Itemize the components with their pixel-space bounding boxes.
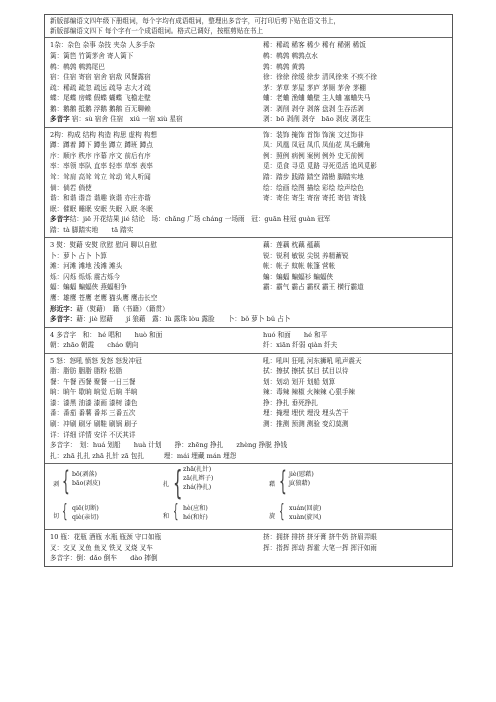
word-entry-right: 剥：剥削 剥夺 剥落 盘剥 生吞活剥	[263, 104, 364, 113]
word-row	[50, 161, 447, 172]
word-entry-right: 埋：掩埋 埋伏 埋没 埋头苦干	[263, 409, 349, 418]
row-text: 藉：jiè 慰藉 jí 狼藉 露：lù 露珠 lòu 露脸 卜：bǒ 萝卜 bǔ 占卜	[76, 315, 291, 324]
polyphone-left	[50, 114, 263, 125]
word-entry-left: 10 瓶：花瓶 酒瓶 水瓶 瓶颈 守口如瓶	[50, 533, 162, 542]
reading-item: zhā(扎针)	[183, 466, 212, 474]
word-row	[50, 387, 447, 398]
reading-item: jiè(慰藉)	[289, 471, 314, 479]
row-label: 多音字：	[50, 315, 77, 324]
polyphone-row	[50, 314, 447, 325]
word-entry-right: 绘：绘画 绘图 描绘 彩绘 绘声绘色	[263, 183, 364, 192]
word-entry-left: 4 多音字 和： hé 唱和 huò 和面	[50, 330, 163, 339]
word-entry-left: 卜：萝卜 占卜 卜算	[50, 251, 107, 260]
polyphone-row	[50, 214, 447, 225]
word-entry-right: 例：照例 病例 案例 例外 史无前例	[263, 151, 364, 160]
reading-item: hé(和好)	[183, 514, 208, 522]
worksheet	[44, 14, 453, 567]
word-row	[50, 377, 447, 388]
word-entry-left: 详：详细 详情 安详 不厌其详	[50, 430, 136, 439]
word-entry-left: 烁：闪烁 烁烁 震古烁今	[50, 272, 121, 281]
row-text: 结：jiē 开花结果 jié 结论 场：chǎng 广场 cháng 一场雨 冠：guān 桂冠 guàn 冠军	[69, 215, 331, 224]
word-entry-left: 疏：稀疏 疏忽 疏远 疏导 志大才疏	[50, 83, 151, 92]
word-entry-right: 饰：装饰 掩饰 首饰 饰演 文过饰非	[263, 130, 364, 139]
word-row	[50, 340, 447, 351]
word-entry-left: 滩：河滩 滩地 浅滩 滩头	[50, 262, 123, 271]
word-entry-right: 觅：觅食 寻觅 觅路 寻死觅活 追风觅影	[263, 162, 377, 171]
word-entry-left: 刷：冲刷 刷牙 刷鞋 刷锅 刷子	[50, 420, 138, 428]
word-row	[50, 261, 447, 272]
word-entry-left: 蝠：蝙蝠 蝙蝠侠 燕蝠相争	[50, 283, 127, 292]
word-entry-right: 鹌：鹌鹑 鹌鹑点水	[263, 51, 318, 60]
word-row	[50, 532, 447, 543]
word-row	[50, 83, 447, 94]
word-row	[50, 398, 447, 409]
word-entry-left: 眠：催眠 睡眠 安眠 失眠 入眠 冬眠	[50, 204, 153, 213]
polyphone-group-3	[289, 470, 314, 488]
reading-item: zhá(挣扎)	[183, 484, 212, 492]
word-row	[50, 356, 447, 367]
polyphone-row-2: 扎：zhā 扎扎 zhā 扎针 zā 包扎 埋：mái 埋藏 mán 埋怨	[50, 451, 237, 460]
word-row	[50, 72, 447, 83]
word-entry-left: 5 怒：怒吼 愤怒 发怒 怒发冲冠	[50, 356, 142, 365]
word-entry-left: 餐：午餐 西餐 聚餐 一日三餐	[50, 377, 136, 386]
word-entry-right: 测：推测 预测 测验 变幻莫测	[263, 420, 349, 428]
word-entry-right: 挣：挣扎 垂死挣扎	[263, 398, 318, 407]
word-entry-left: 序：顺序 秩序 序幕 序文 前后有序	[50, 151, 151, 160]
lesson-6-polyphone-diagram	[45, 463, 452, 529]
brace-icon: {	[173, 500, 179, 523]
char-zha: 扎	[163, 481, 170, 489]
reading-item: hè(应和)	[183, 505, 208, 513]
lesson-2	[45, 127, 452, 237]
reading-item: bāo(剥皮)	[72, 480, 101, 488]
word-entry-right: 吼：吼叫 狂吼 河东狮吼 吼声震天	[263, 356, 362, 365]
word-row	[50, 93, 447, 104]
polyphone-group-5	[183, 504, 208, 522]
word-row	[50, 62, 447, 73]
word-row	[50, 543, 447, 554]
polyphone-group-2	[183, 465, 213, 492]
polyphone-right: 剥：bō 剥削 剥夺 bāo 剥皮 剥花生	[263, 115, 371, 124]
word-row	[50, 330, 447, 341]
word-entry-right: 寄：寄住 寄生 寄宿 寄托 寄信 寄钱	[263, 194, 366, 203]
brace-icon: {	[173, 463, 183, 503]
word-entry-left: 鹅：鹅鹅 抵鹅 浮鹅 鹅鹅 百无聊赖	[50, 104, 151, 113]
word-row	[50, 40, 447, 51]
polyphone-row: 多音字：倒：dǎo 倒车 dào 摔倒	[50, 554, 158, 563]
polyphone-row-2: 踏：tà 脚踏实地 tā 踏实	[50, 225, 134, 234]
word-entry-right: 茅：茅草 茅屋 茅庐 茅厕 茅舍 茅棚	[263, 83, 366, 92]
header	[45, 15, 452, 37]
similar-chars-row	[50, 304, 447, 315]
word-entry-right: 辣：毒辣 辣椒 火辣辣 心狠手辣	[263, 388, 356, 397]
brace-icon: {	[279, 500, 285, 523]
word-row	[50, 140, 447, 151]
word-row	[50, 240, 447, 251]
header-line-2: 新版部编语文四下 每个字有一个成语组词。格式已调好，按框剪贴在书上	[50, 27, 264, 36]
word-row	[50, 366, 447, 377]
word-row	[50, 251, 447, 262]
char-xuan: 旋	[269, 513, 276, 521]
word-entry-right: 凤：风凰 凤冠 凤爪 凤仙花 凤毛麟角	[263, 141, 371, 150]
polyphone-label: 多音字	[50, 115, 70, 124]
word-row	[50, 172, 447, 183]
brace-icon: {	[62, 466, 70, 498]
word-entry-right: 蝙：蝙蝠 蝙蝠衫 蝙蝠侠	[263, 272, 334, 281]
word-entry-right: 霸：霸气 霸占 霸权 霸王 横行霸道	[263, 283, 364, 292]
word-entry-right: 锐：锐利 敏锐 尖锐 养精蓄锐	[263, 251, 349, 260]
brace-icon: {	[62, 500, 68, 523]
word-row	[50, 293, 447, 304]
word-entry-left: 蹲：蹲着 蹲下 蹲坐 蹲立 蹲班 蹲点	[50, 141, 153, 150]
word-entry-right: 徐：徐徐 徐缓 徐步 清风徐来 不疾不徐	[263, 73, 377, 82]
word-row	[50, 272, 447, 283]
word-row	[50, 151, 447, 162]
word-entry-left: 叉：交叉 叉鱼 鱼叉 铁叉 叉烧 叉车	[50, 543, 153, 552]
word-entry-right: 鹑：鹌鹑 黄鹑	[263, 62, 305, 71]
reading-item: xuán(回旋)	[289, 505, 322, 513]
word-entry-left: 1杂：杂色 杂事 杂技 夹杂 人多手杂	[50, 41, 155, 50]
word-entry-left: 宿：住宿 寄宿 宿舍 宿敌 风餐露宿	[50, 73, 151, 82]
word-entry-left: 鹰：雄鹰 苍鹰 老鹰 猫头鹰 鹰击长空	[50, 293, 158, 302]
word-entry-left: 蝶：尾蝶 房蝶 假蝶 蝴蝶 飞檐走壁	[50, 94, 151, 103]
row-text: 藉（熨藉） 籍（书籍）（籍贯）	[76, 304, 169, 313]
lesson-5	[45, 353, 452, 463]
word-entry-left: 晌：晌午 歇晌 晌觉 后晌 半晌	[50, 388, 138, 397]
word-row	[50, 51, 447, 62]
polyphone-group-1	[72, 470, 101, 488]
polyphone-row: 多音字： 划：huá 划船 huà 计划 挣：zhēng 挣扎 zhèng 挣脱 挣钱	[50, 441, 288, 450]
word-row	[50, 419, 447, 430]
char-jie: 藉	[269, 481, 276, 489]
word-row	[50, 183, 447, 194]
word-entry-left: 2构：构成 结构 构造 构思 虚构 构想	[50, 130, 157, 139]
word-entry-left: 番：番茄 番薯 番邦 三番五次	[50, 409, 136, 418]
lesson-10	[45, 529, 452, 566]
reading-item: qiè(亲切)	[72, 514, 99, 522]
word-row	[50, 408, 447, 419]
char-he: 和	[163, 513, 170, 521]
lesson-4	[45, 327, 452, 353]
word-entry-left: 谐：和谐 谐音 谐趣 诙谐 亦庄亦谐	[50, 194, 151, 203]
word-entry-left: 倘：倘若 倘使	[50, 183, 92, 192]
word-entry-left: 率：率领 率队 直率 轻率 草率 表率	[50, 162, 153, 171]
row-label: 形近字：	[50, 304, 77, 313]
word-row	[50, 130, 447, 141]
polyphone-group-4	[72, 504, 99, 522]
reading-item: zā(扎辫子)	[183, 475, 214, 483]
lesson-3	[45, 237, 452, 326]
polyphone-text: 宿：sù 宿舍 住宿 xiǔ 一宿 xiù 星宿	[71, 115, 183, 124]
row-label: 多音字	[50, 215, 70, 224]
brace-icon: {	[279, 466, 287, 498]
header-line-1: 新版部编语文四年级下册组词，每个字均有成语组词，整理出多音字，可打印后剪下贴在语文书上，	[50, 17, 341, 25]
polyphone-row	[50, 114, 447, 125]
word-entry-right: 藕：莲藕 枕藕 蕴藕	[263, 241, 320, 250]
word-entry-left: 朝：zhāo 朝霞 cháo 朝向	[50, 341, 139, 350]
word-row	[50, 193, 447, 204]
reading-item: jí(狼藉)	[289, 480, 311, 488]
word-entry-left: 篱：篱笆 竹篱茅舍 寄人篱下	[50, 51, 134, 60]
lesson-1	[45, 37, 452, 126]
word-row	[50, 204, 447, 215]
word-entry-left: 漆：漆黑 油漆 漆画 漆树 漆色	[50, 398, 138, 407]
word-entry-right: 稀：稀疏 稀客 稀少 稀有 稀粥 稀饭	[263, 41, 366, 50]
word-entry-right: 蛐：老蛐 渔蛐 蛐壁 主人蛐 塞蛐失马	[263, 94, 371, 103]
word-entry-right: 帐：帐子 蚊帐 帐篷 营帐	[263, 262, 336, 271]
word-entry-left: 鹌：鹌鹑 鹌鹑尾巴	[50, 62, 105, 71]
word-row	[50, 282, 447, 293]
word-entry-right: 划：划动 划开 划船 划算	[263, 377, 336, 386]
polyphone-group-6	[289, 504, 321, 522]
word-entry-right: 踏：踏步 践踏 踏空 踏勘 脚踏实地	[263, 172, 364, 181]
reading-item: xuàn(旋风)	[289, 514, 322, 522]
word-entry-right: 拭：擦拭 擦拭 拭目 拭目以待	[263, 367, 349, 376]
char-bo: 剥	[53, 481, 60, 489]
reading-item: qiē(切断)	[72, 505, 99, 513]
word-entry-left: 耸：耸肩 高耸 耸立 耸动 耸人听闻	[50, 172, 151, 181]
word-row	[50, 430, 447, 441]
word-row	[50, 104, 447, 115]
word-entry-left: 脂：脂肪 胭脂 脂粉 松脂	[50, 367, 123, 376]
char-qie: 切	[53, 513, 60, 521]
word-entry-left: 3 熨：熨藉 安熨 欣慰 慰问 聊以自慰	[50, 241, 157, 250]
word-entry-right: 纤：xiān 纤弱 qiàn 纤夫	[263, 341, 338, 350]
word-entry-right: 挥：指挥 挥动 挥霍 大笔一挥 挥汗如雨	[263, 543, 377, 552]
word-entry-right: huó 和面 hé 和平	[263, 330, 328, 339]
word-entry-right: 挤：拥挤 排挤 挤牙膏 挤牛奶 挤眉弄眼	[263, 533, 377, 542]
reading-item: bō(剥落)	[72, 471, 97, 479]
